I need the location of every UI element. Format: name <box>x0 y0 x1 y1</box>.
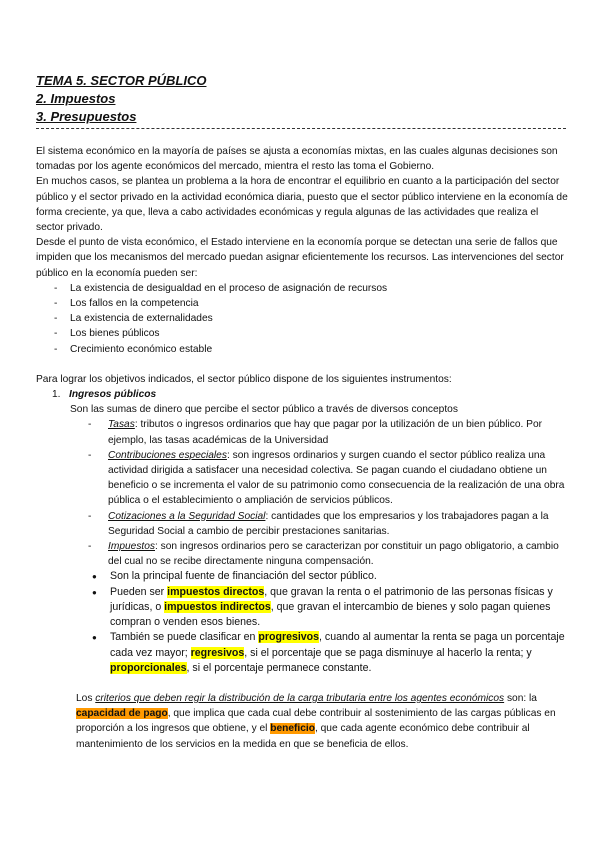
highlight-regresivos: regresivos <box>190 646 245 659</box>
list-item: - Los bienes públicos <box>50 326 568 341</box>
criterios-paragraph <box>36 691 568 752</box>
title-block <box>36 72 206 126</box>
bullet-item <box>92 585 568 631</box>
bullet-text: También se puede clasificar en <box>110 631 259 644</box>
text-impuestos: : son ingresos ordinarios pero se caracterizan por constituir un pago obligatorio, a cambio del cual no se recibe directamente ninguna compensación. <box>108 541 559 568</box>
section-number: 1. <box>52 389 61 401</box>
section-heading-text: Ingresos públicos <box>69 389 157 401</box>
criterios-text: , que cada agente económico debe contribuir al mantenimiento de los servicios en la medida en que se beneficia de ellos. <box>76 723 530 750</box>
term-contribuciones: Contribuciones especiales <box>108 449 227 461</box>
intro-paragraph-2: En muchos casos, se plantea un problema a la hora de encontrar el equilibrio en cuanto a la participación del sector público y el sector privado en la actividad económica diaria, puesto que el sector público interviene en la economía de forma creciente, ya que, lleva a cabo actividades económicas y regula algunas de las actividades que realiza el sector privado. <box>36 176 568 234</box>
text-contribuciones: : son ingresos ordinarios y surgen cuando el sector público realiza una actividad dirigida a satisfacer una necesidad colectiva. Se pagan cuando el ciudadano obtiene un beneficio o se incrementa el valor de su patrimonio como consecuencia de la realización de una obra pública o el establecimiento o ampliación de servicios públicos. <box>108 449 565 507</box>
highlight-progresivos: progresivos <box>258 631 320 644</box>
title-tema5: TEMA 5. SECTOR PÚBLICO <box>36 73 207 88</box>
highlight-proporcionales: proporcionales <box>110 661 187 674</box>
bullet-text: , que gravan el intercambio de bienes y solo pagan quienes compran o venden esos bienes. <box>110 600 551 629</box>
spacer <box>36 357 568 372</box>
intro-paragraph-3: Desde el punto de vista económico, el Estado interviene en la economía porque se detectan una serie de fallos que impiden que los mecanismos del mercado puedan asignar eficientemente los recursos. Las intervenciones del sector público en la economía pueden ser: <box>36 237 564 279</box>
list-item: - Crecimiento económico estable <box>50 342 568 357</box>
criterios-text: son: la <box>504 692 537 704</box>
bullet-text: Pueden ser <box>110 585 168 598</box>
highlight-impuestos-indirectos: impuestos indirectos <box>164 600 271 613</box>
list-item: - La existencia de externalidades <box>50 311 568 326</box>
bullet-text: , si el porcentaje permanece constante. <box>186 661 372 674</box>
list-item-contribuciones <box>88 448 568 509</box>
spacer <box>36 676 568 691</box>
list-item-tasas <box>88 417 568 447</box>
bullet-text: , cuando al aumentar la renta se paga un porcentaje cada vez mayor; <box>110 631 565 659</box>
dashed-separator <box>36 128 566 129</box>
highlight-capacidad-de-pago: capacidad de pago <box>76 708 168 720</box>
section-heading-ingresos <box>36 387 568 402</box>
list-item: - La existencia de desigualdad en el proceso de asignación de recursos <box>50 281 568 296</box>
document-body <box>36 144 568 752</box>
highlight-impuestos-directos: impuestos directos <box>167 585 265 598</box>
title-presupuestos: 3. Presupuestos <box>36 109 137 124</box>
intro-paragraph-1: El sistema económico en la mayoría de países se ajusta a economías mixtas, en las cuales algunas decisiones son tomadas por los agente económicos del mercado, mientra el resto las toma el Gobierno. <box>36 146 558 173</box>
text-cotizaciones: : cantidades que los empresarios y los trabajadores pagan a la Seguridad Social a cambio de percibir prestaciones sanitarias. <box>108 510 549 537</box>
highlight-beneficio: beneficio <box>270 723 315 735</box>
bullet-text: , que gravan la renta o el patrimonio de las personas físicas y jurídicas, o <box>110 585 553 613</box>
instruments-intro: Para lograr los objetivos indicados, el sector público dispone de los siguientes instrumentos: <box>36 373 452 385</box>
term-criterios: criterios que deben regir la distribución de la carga tributaria entre los agentes económicos <box>95 692 505 704</box>
section-description: Son las sumas de dinero que percibe el sector público a través de diversos conceptos <box>70 404 458 416</box>
list-item-cotizaciones <box>88 509 568 539</box>
impuestos-bullets <box>36 569 568 675</box>
bullet-item: ● Son la principal fuente de financiación del sector público. <box>92 569 568 584</box>
bullet-text: , si el porcentaje que se paga disminuye al hacerlo la renta; y <box>244 646 532 659</box>
list-item-impuestos <box>88 539 568 569</box>
term-tasas: Tasas <box>108 419 135 431</box>
ingresos-list <box>36 417 568 569</box>
criterios-text: Los <box>76 692 96 704</box>
term-cotizaciones: Cotizaciones a la Seguridad Social <box>108 510 266 522</box>
list-item: - Los fallos en la competencia <box>50 296 568 311</box>
criterios-text: , que implica que cada cual debe contribuir al sostenimiento de las cargas públicas en proporción a los ingresos que obtiene, y el <box>76 708 556 735</box>
text-tasas: : tributos o ingresos ordinarios que hay que pagar por la utilización de un bien público. Por ejemplo, las tasas académicas de la Universidad <box>108 419 542 446</box>
interventions-list <box>36 281 568 357</box>
bullet-item <box>92 630 568 676</box>
title-impuestos: 2. Impuestos <box>36 91 116 106</box>
term-impuestos: Impuestos <box>108 541 155 553</box>
